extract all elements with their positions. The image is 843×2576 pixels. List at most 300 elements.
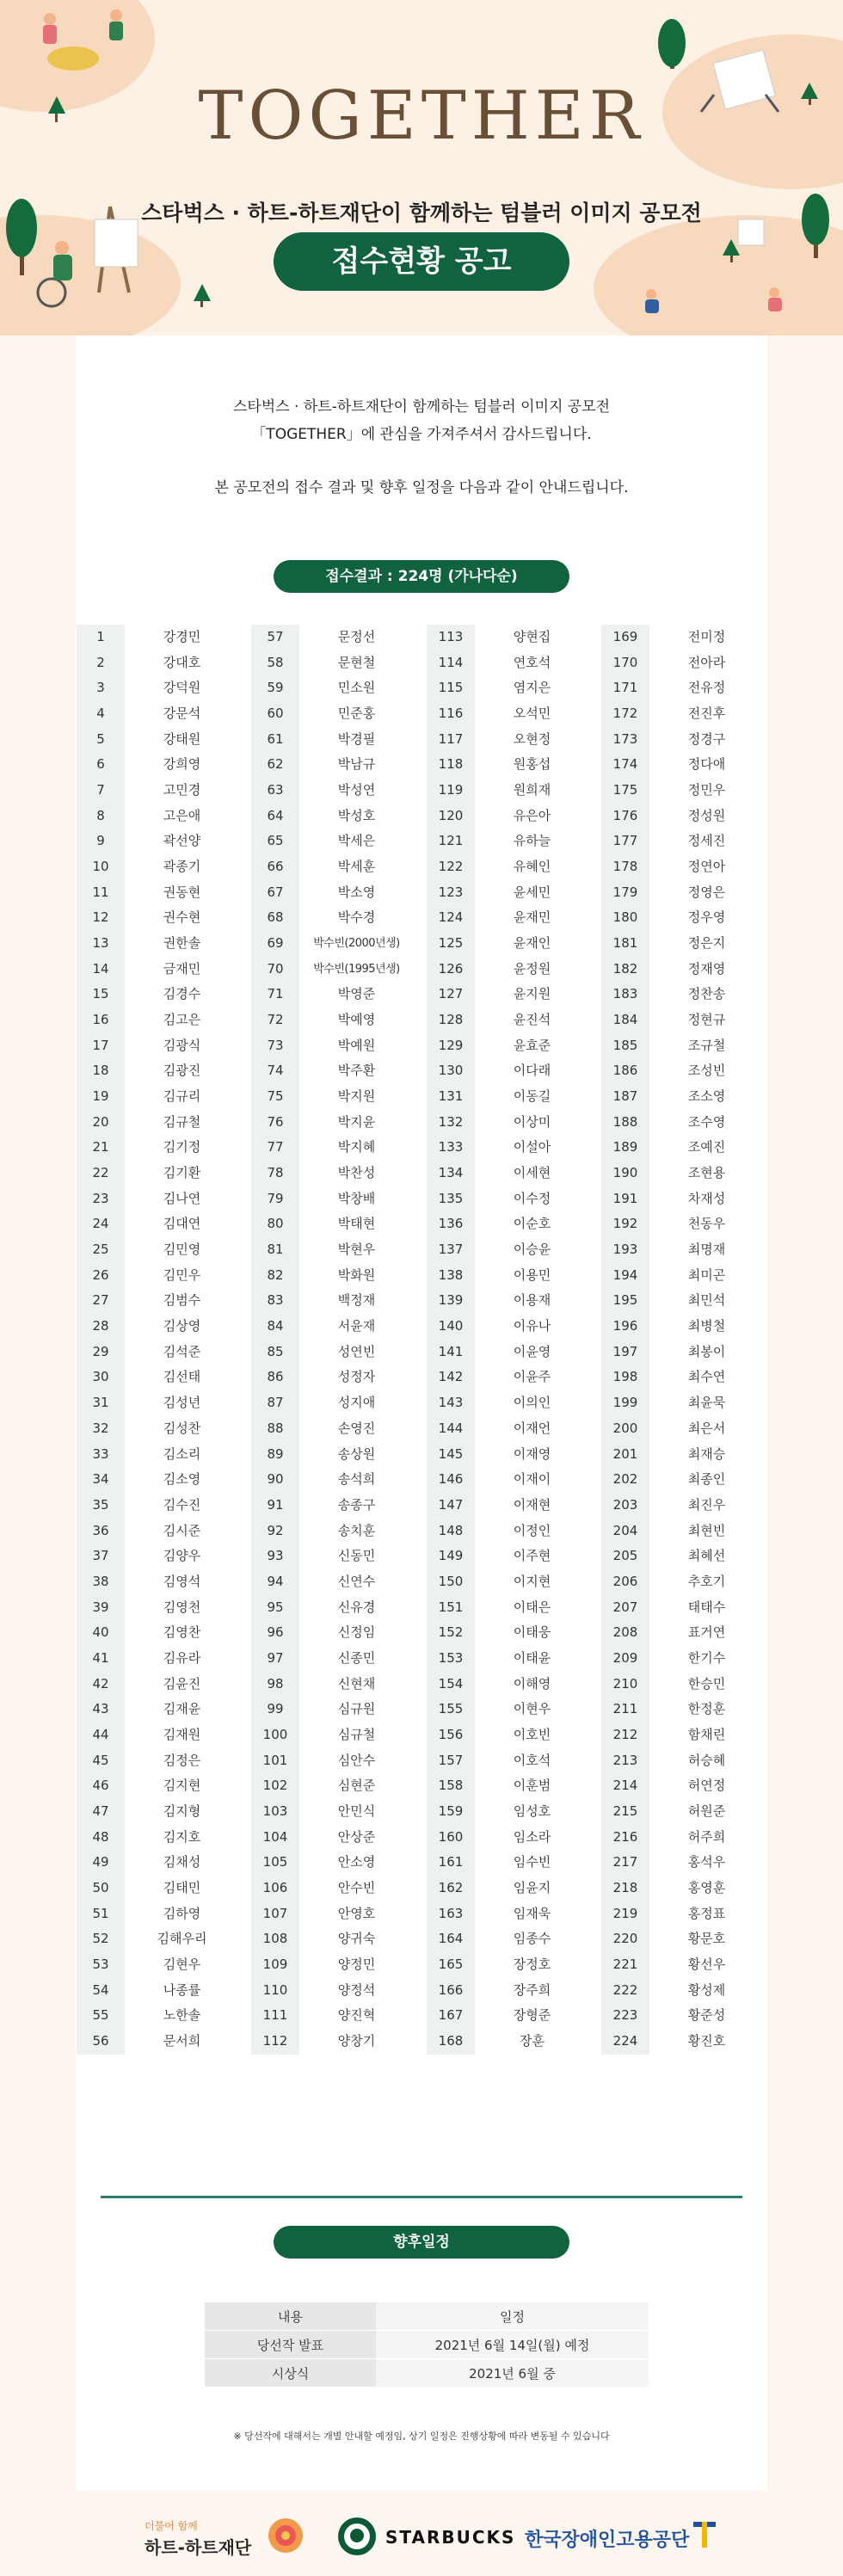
entry-row bbox=[427, 2003, 589, 2029]
entry-row bbox=[251, 982, 414, 1008]
entry-number: 185 bbox=[601, 1033, 649, 1059]
entry-row bbox=[77, 1161, 239, 1186]
entry-number: 65 bbox=[251, 829, 299, 854]
entry-number: 91 bbox=[251, 1493, 299, 1519]
entry-name: 조예진 bbox=[649, 1135, 764, 1161]
entry-name: 권한솔 bbox=[125, 931, 239, 957]
entry-number: 131 bbox=[427, 1084, 475, 1110]
schedule-header-row bbox=[205, 2302, 649, 2331]
entry-name: 허주희 bbox=[649, 1825, 764, 1851]
entry-name: 정우영 bbox=[649, 905, 764, 931]
entry-number: 100 bbox=[251, 1722, 299, 1748]
entry-name: 황준성 bbox=[649, 2003, 764, 2029]
entry-row bbox=[601, 1340, 764, 1365]
entry-row bbox=[427, 1390, 589, 1416]
entry-name: 이다래 bbox=[475, 1058, 589, 1084]
entry-name: 안상준 bbox=[299, 1825, 414, 1851]
entry-row bbox=[251, 1926, 414, 1952]
entry-number: 165 bbox=[427, 1952, 475, 1978]
entry-number: 68 bbox=[251, 905, 299, 931]
entry-number: 156 bbox=[427, 1722, 475, 1748]
entry-name: 이동길 bbox=[475, 1084, 589, 1110]
entry-row bbox=[601, 1620, 764, 1646]
entry-name: 김하영 bbox=[125, 1901, 239, 1927]
entry-number: 86 bbox=[251, 1365, 299, 1390]
entry-number: 56 bbox=[77, 2029, 125, 2055]
entry-name: 전진후 bbox=[649, 701, 764, 727]
entry-row bbox=[427, 1161, 589, 1186]
entry-row bbox=[251, 1569, 414, 1595]
entry-name: 박주환 bbox=[299, 1058, 414, 1084]
entry-row bbox=[251, 752, 414, 778]
entry-number: 134 bbox=[427, 1161, 475, 1186]
entry-name: 박예영 bbox=[299, 1008, 414, 1033]
entry-name: 심규철 bbox=[299, 1722, 414, 1748]
entry-number: 15 bbox=[77, 982, 125, 1008]
entry-row bbox=[427, 854, 589, 880]
intro-line-1: 스타벅스 · 하트-하트재단이 함께하는 텀블러 이미지 공모전 bbox=[232, 398, 611, 416]
entry-number: 85 bbox=[251, 1340, 299, 1365]
entry-number: 92 bbox=[251, 1519, 299, 1544]
entry-number: 35 bbox=[77, 1493, 125, 1519]
entry-number: 14 bbox=[77, 957, 125, 983]
entry-number: 32 bbox=[77, 1416, 125, 1442]
entry-row bbox=[77, 1237, 239, 1263]
entry-row bbox=[251, 1850, 414, 1876]
entry-row bbox=[77, 905, 239, 931]
entry-row bbox=[601, 880, 764, 906]
entry-number: 59 bbox=[251, 675, 299, 701]
entry-name: 이재영 bbox=[475, 1442, 589, 1468]
entry-name: 김소리 bbox=[125, 1442, 239, 1468]
entry-name: 이호빈 bbox=[475, 1722, 589, 1748]
entry-name: 송치훈 bbox=[299, 1519, 414, 1544]
entry-number: 21 bbox=[77, 1135, 125, 1161]
entry-name: 유은아 bbox=[475, 804, 589, 829]
entry-row bbox=[601, 1825, 764, 1851]
entry-name: 최은서 bbox=[649, 1416, 764, 1442]
entry-number: 127 bbox=[427, 982, 475, 1008]
entry-name: 이태은 bbox=[475, 1595, 589, 1621]
entry-number: 124 bbox=[427, 905, 475, 931]
entry-name: 오현정 bbox=[475, 727, 589, 753]
entry-row bbox=[77, 1773, 239, 1799]
kead-name: 한국장애인고용공단 bbox=[525, 2530, 690, 2551]
entry-number: 17 bbox=[77, 1033, 125, 1059]
entry-number: 196 bbox=[601, 1314, 649, 1340]
hero-subtitle: 스타벅스 · 하트-하트재단이 함께하는 텀블러 이미지 공모전 bbox=[141, 200, 702, 225]
entry-name: 박성호 bbox=[299, 804, 414, 829]
entry-name: 박수빈(1995년생) bbox=[299, 957, 414, 983]
entry-number: 94 bbox=[251, 1569, 299, 1595]
entry-name: 김기정 bbox=[125, 1135, 239, 1161]
entry-row bbox=[427, 650, 589, 676]
entry-row bbox=[601, 752, 764, 778]
entry-name: 심안수 bbox=[299, 1748, 414, 1774]
entry-name: 양정민 bbox=[299, 1952, 414, 1978]
entry-number: 214 bbox=[601, 1773, 649, 1799]
entry-name: 박지윤 bbox=[299, 1110, 414, 1136]
entry-number: 114 bbox=[427, 650, 475, 676]
entry-name: 황문호 bbox=[649, 1926, 764, 1952]
entry-name: 김성년 bbox=[125, 1390, 239, 1416]
entry-name: 김광식 bbox=[125, 1033, 239, 1059]
entry-row bbox=[601, 1697, 764, 1722]
entry-row bbox=[601, 1595, 764, 1621]
entry-row bbox=[601, 1467, 764, 1493]
entry-row bbox=[601, 1569, 764, 1595]
entry-row bbox=[251, 1161, 414, 1186]
entry-number: 205 bbox=[601, 1544, 649, 1569]
entry-row bbox=[77, 1390, 239, 1416]
entry-name: 최수연 bbox=[649, 1365, 764, 1390]
entry-name: 전아라 bbox=[649, 650, 764, 676]
entry-row bbox=[601, 804, 764, 829]
entry-number: 142 bbox=[427, 1365, 475, 1390]
entry-row bbox=[251, 1595, 414, 1621]
entry-row bbox=[601, 1390, 764, 1416]
entry-name: 김성찬 bbox=[125, 1416, 239, 1442]
entry-row bbox=[601, 1161, 764, 1186]
schedule-header-content: 내용 bbox=[205, 2302, 376, 2331]
entry-number: 45 bbox=[77, 1748, 125, 1774]
entry-number: 107 bbox=[251, 1901, 299, 1927]
entry-row bbox=[251, 675, 414, 701]
entry-number: 29 bbox=[77, 1340, 125, 1365]
entry-name: 장주희 bbox=[475, 1978, 589, 2004]
entry-number: 221 bbox=[601, 1952, 649, 1978]
entry-row bbox=[77, 880, 239, 906]
entry-name: 양창기 bbox=[299, 2029, 414, 2055]
entry-number: 219 bbox=[601, 1901, 649, 1927]
entry-number: 26 bbox=[77, 1263, 125, 1289]
entry-row bbox=[601, 931, 764, 957]
entry-number: 24 bbox=[77, 1211, 125, 1237]
entry-name: 이훈범 bbox=[475, 1773, 589, 1799]
entry-number: 192 bbox=[601, 1211, 649, 1237]
entry-row bbox=[427, 1569, 589, 1595]
entry-row bbox=[601, 905, 764, 931]
entry-row bbox=[77, 778, 239, 804]
entry-number: 194 bbox=[601, 1263, 649, 1289]
entry-row bbox=[77, 1519, 239, 1544]
entry-name: 권동현 bbox=[125, 880, 239, 906]
entry-name: 황진호 bbox=[649, 2029, 764, 2055]
entry-name: 조성빈 bbox=[649, 1058, 764, 1084]
entry-number: 117 bbox=[427, 727, 475, 753]
entry-number: 63 bbox=[251, 778, 299, 804]
entry-name: 이정인 bbox=[475, 1519, 589, 1544]
entry-row bbox=[601, 1365, 764, 1390]
entry-row bbox=[601, 2003, 764, 2029]
entry-name: 정영은 bbox=[649, 880, 764, 906]
entry-name: 신유경 bbox=[299, 1595, 414, 1621]
entry-name: 김재윤 bbox=[125, 1697, 239, 1722]
entry-number: 201 bbox=[601, 1442, 649, 1468]
schedule-header-date: 일정 bbox=[376, 2302, 649, 2331]
entry-number: 1 bbox=[77, 625, 125, 650]
entry-row bbox=[427, 1442, 589, 1468]
entry-number: 170 bbox=[601, 650, 649, 676]
entry-row bbox=[251, 2003, 414, 2029]
entry-row bbox=[251, 957, 414, 983]
entry-row bbox=[251, 1978, 414, 2004]
entry-number: 3 bbox=[77, 675, 125, 701]
entry-row bbox=[77, 1876, 239, 1901]
entry-number: 207 bbox=[601, 1595, 649, 1621]
entry-row bbox=[427, 1008, 589, 1033]
entry-row bbox=[427, 982, 589, 1008]
entry-row bbox=[601, 1773, 764, 1799]
entry-name: 송종구 bbox=[299, 1493, 414, 1519]
entry-number: 141 bbox=[427, 1340, 475, 1365]
schedule-item: 시상식 bbox=[205, 2359, 376, 2388]
entry-number: 8 bbox=[77, 804, 125, 829]
entry-number: 150 bbox=[427, 1569, 475, 1595]
entry-name: 정다애 bbox=[649, 752, 764, 778]
entry-row bbox=[427, 1926, 589, 1952]
entry-name: 원홍섭 bbox=[475, 752, 589, 778]
entry-name: 금재민 bbox=[125, 957, 239, 983]
entry-number: 99 bbox=[251, 1697, 299, 1722]
entry-row bbox=[251, 1493, 414, 1519]
entry-number: 5 bbox=[77, 727, 125, 753]
entry-name: 윤진석 bbox=[475, 1008, 589, 1033]
entry-number: 106 bbox=[251, 1876, 299, 1901]
entry-row bbox=[251, 1237, 414, 1263]
entry-number: 9 bbox=[77, 829, 125, 854]
entry-name: 송상원 bbox=[299, 1442, 414, 1468]
entry-row bbox=[77, 752, 239, 778]
entry-row bbox=[77, 1697, 239, 1722]
entry-name: 정민우 bbox=[649, 778, 764, 804]
entry-row bbox=[601, 1058, 764, 1084]
entry-row bbox=[251, 880, 414, 906]
entry-row bbox=[251, 778, 414, 804]
entry-number: 82 bbox=[251, 1263, 299, 1289]
entry-name: 장훈 bbox=[475, 2029, 589, 2055]
entry-name: 정찬송 bbox=[649, 982, 764, 1008]
entry-row bbox=[251, 1263, 414, 1289]
entry-row bbox=[77, 957, 239, 983]
entry-number: 111 bbox=[251, 2003, 299, 2029]
entry-number: 6 bbox=[77, 752, 125, 778]
entry-number: 122 bbox=[427, 854, 475, 880]
section-divider bbox=[101, 2196, 742, 2198]
tree-icon bbox=[194, 284, 211, 307]
entry-name: 이재현 bbox=[475, 1493, 589, 1519]
entry-name: 정연아 bbox=[649, 854, 764, 880]
entry-number: 77 bbox=[251, 1135, 299, 1161]
entry-row bbox=[427, 1416, 589, 1442]
entry-name: 이승윤 bbox=[475, 1237, 589, 1263]
entry-name: 정경구 bbox=[649, 727, 764, 753]
entry-row bbox=[77, 675, 239, 701]
entry-name: 최민석 bbox=[649, 1288, 764, 1314]
entry-number: 89 bbox=[251, 1442, 299, 1468]
entry-name: 이세현 bbox=[475, 1161, 589, 1186]
entry-name: 태태수 bbox=[649, 1595, 764, 1621]
entry-number: 2 bbox=[77, 650, 125, 676]
entry-row bbox=[77, 1340, 239, 1365]
entry-name: 고민경 bbox=[125, 778, 239, 804]
results-column-1 bbox=[77, 625, 239, 2055]
entry-number: 180 bbox=[601, 905, 649, 931]
entry-number: 143 bbox=[427, 1390, 475, 1416]
entry-name: 성정자 bbox=[299, 1365, 414, 1390]
entry-row bbox=[251, 1110, 414, 1136]
entry-name: 이순호 bbox=[475, 1211, 589, 1237]
entry-name: 정성원 bbox=[649, 804, 764, 829]
entry-name: 허원준 bbox=[649, 1799, 764, 1825]
entry-row bbox=[77, 1901, 239, 1927]
entry-name: 안수빈 bbox=[299, 1876, 414, 1901]
entry-name: 곽선양 bbox=[125, 829, 239, 854]
entry-row bbox=[77, 625, 239, 650]
entry-row bbox=[251, 1186, 414, 1212]
entry-name: 백정재 bbox=[299, 1288, 414, 1314]
entry-number: 146 bbox=[427, 1467, 475, 1493]
entry-row bbox=[601, 1952, 764, 1978]
entry-row bbox=[427, 1672, 589, 1698]
entry-name: 윤지원 bbox=[475, 982, 589, 1008]
entry-name: 신동민 bbox=[299, 1544, 414, 1569]
entry-number: 41 bbox=[77, 1646, 125, 1672]
entry-name: 이지현 bbox=[475, 1569, 589, 1595]
intro-line-3: 본 공모전의 접수 결과 및 향후 일정을 다음과 같이 안내드립니다. bbox=[214, 479, 629, 496]
entry-number: 121 bbox=[427, 829, 475, 854]
hero-banner bbox=[0, 0, 843, 336]
entry-number: 181 bbox=[601, 931, 649, 957]
entry-number: 191 bbox=[601, 1186, 649, 1212]
entry-number: 55 bbox=[77, 2003, 125, 2029]
entry-number: 40 bbox=[77, 1620, 125, 1646]
entry-row bbox=[601, 1416, 764, 1442]
entry-row bbox=[251, 905, 414, 931]
entry-name: 김범수 bbox=[125, 1288, 239, 1314]
entry-number: 129 bbox=[427, 1033, 475, 1059]
entry-row bbox=[251, 1340, 414, 1365]
entry-number: 33 bbox=[77, 1442, 125, 1468]
entry-number: 187 bbox=[601, 1084, 649, 1110]
entry-name: 이용재 bbox=[475, 1288, 589, 1314]
entry-name: 차재성 bbox=[649, 1186, 764, 1212]
entry-name: 이재이 bbox=[475, 1467, 589, 1493]
entry-row bbox=[251, 1773, 414, 1799]
entry-row bbox=[77, 1008, 239, 1033]
entry-row bbox=[601, 778, 764, 804]
entry-row bbox=[601, 650, 764, 676]
entry-row bbox=[427, 1058, 589, 1084]
entry-row bbox=[601, 1519, 764, 1544]
entry-number: 151 bbox=[427, 1595, 475, 1621]
entry-number: 19 bbox=[77, 1084, 125, 1110]
entry-number: 119 bbox=[427, 778, 475, 804]
entry-name: 김영찬 bbox=[125, 1620, 239, 1646]
tree-icon bbox=[658, 19, 686, 69]
entry-row bbox=[601, 1442, 764, 1468]
entry-number: 10 bbox=[77, 854, 125, 880]
entry-name: 노한솔 bbox=[125, 2003, 239, 2029]
entry-row bbox=[427, 1519, 589, 1544]
entry-name: 전미정 bbox=[649, 625, 764, 650]
entry-row bbox=[427, 1722, 589, 1748]
entry-row bbox=[251, 1697, 414, 1722]
entry-name: 김소영 bbox=[125, 1467, 239, 1493]
entry-number: 218 bbox=[601, 1876, 649, 1901]
schedule-row bbox=[205, 2359, 649, 2388]
entry-name: 박세은 bbox=[299, 829, 414, 854]
entry-row bbox=[427, 1493, 589, 1519]
entry-name: 김규철 bbox=[125, 1110, 239, 1136]
entry-number: 223 bbox=[601, 2003, 649, 2029]
entry-name: 강덕원 bbox=[125, 675, 239, 701]
entry-name: 윤정원 bbox=[475, 957, 589, 983]
entry-name: 안소영 bbox=[299, 1850, 414, 1876]
entry-number: 11 bbox=[77, 880, 125, 906]
entry-number: 46 bbox=[77, 1773, 125, 1799]
heart-foundation-logo-icon bbox=[267, 2517, 305, 2554]
entry-number: 208 bbox=[601, 1620, 649, 1646]
entry-name: 김해우리 bbox=[125, 1926, 239, 1952]
entry-number: 204 bbox=[601, 1519, 649, 1544]
entry-name: 정재영 bbox=[649, 957, 764, 983]
entry-number: 30 bbox=[77, 1365, 125, 1390]
entry-number: 154 bbox=[427, 1672, 475, 1698]
entry-row bbox=[427, 1288, 589, 1314]
entry-row bbox=[251, 1646, 414, 1672]
entry-row bbox=[77, 701, 239, 727]
entry-row bbox=[77, 1926, 239, 1952]
entry-number: 113 bbox=[427, 625, 475, 650]
entry-number: 144 bbox=[427, 1416, 475, 1442]
entry-name: 이호석 bbox=[475, 1748, 589, 1774]
entry-row bbox=[427, 1110, 589, 1136]
entry-row bbox=[251, 1314, 414, 1340]
entry-name: 최윤묵 bbox=[649, 1390, 764, 1416]
entry-row bbox=[77, 1850, 239, 1876]
together-logo: TOGETHER bbox=[198, 77, 645, 155]
schedule-note: ※ 당선작에 대해서는 개별 안내할 예정임, 상기 일정은 진행상황에 따라 변동될 수 있습니다 bbox=[233, 2431, 610, 2442]
entry-row bbox=[77, 1288, 239, 1314]
entry-row bbox=[251, 1033, 414, 1059]
entry-name: 이윤영 bbox=[475, 1340, 589, 1365]
entry-number: 139 bbox=[427, 1288, 475, 1314]
entry-number: 27 bbox=[77, 1288, 125, 1314]
entry-row bbox=[427, 1646, 589, 1672]
entry-row bbox=[601, 1033, 764, 1059]
entry-name: 김재원 bbox=[125, 1722, 239, 1748]
entry-name: 김정은 bbox=[125, 1748, 239, 1774]
tree-icon bbox=[723, 239, 740, 262]
entry-row bbox=[77, 829, 239, 854]
entry-row bbox=[427, 1978, 589, 2004]
entry-name: 박지혜 bbox=[299, 1135, 414, 1161]
entry-name: 한정훈 bbox=[649, 1697, 764, 1722]
entry-number: 166 bbox=[427, 1978, 475, 2004]
entry-row bbox=[427, 1314, 589, 1340]
entry-name: 문현철 bbox=[299, 650, 414, 676]
entry-number: 126 bbox=[427, 957, 475, 983]
entry-name: 김영천 bbox=[125, 1595, 239, 1621]
entry-row bbox=[601, 1493, 764, 1519]
entry-row bbox=[601, 1646, 764, 1672]
entry-row bbox=[77, 1058, 239, 1084]
entry-row bbox=[77, 1722, 239, 1748]
schedule-date: 2021년 6월 14일(월) 예정 bbox=[376, 2331, 649, 2359]
entry-number: 203 bbox=[601, 1493, 649, 1519]
entry-name: 황성제 bbox=[649, 1978, 764, 2004]
